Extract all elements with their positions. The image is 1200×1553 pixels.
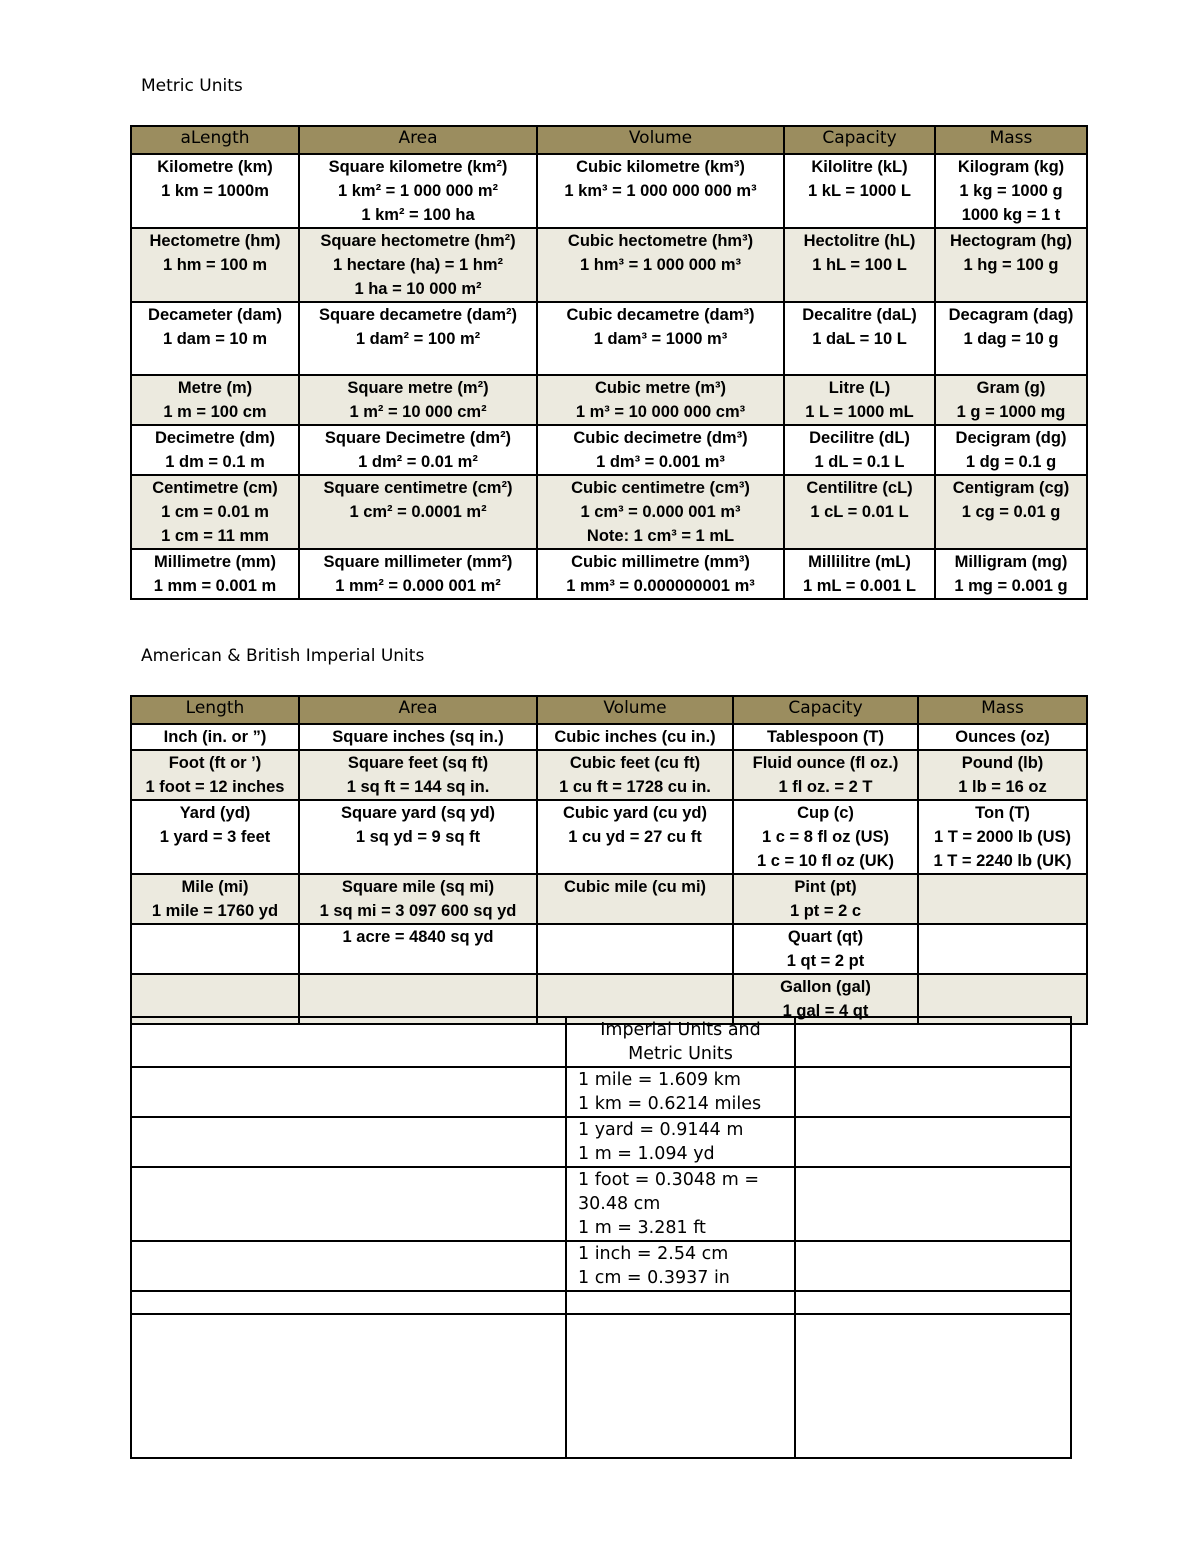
unit-name: Cubic hectometre (hm³): [567, 232, 754, 250]
blank-cell: [566, 1314, 795, 1458]
unit-name: Decalitre (daL): [802, 306, 917, 324]
unit-equivalence: 1 cm² = 0.0001 m²: [349, 503, 487, 521]
unit-name: Cubic feet (cu ft): [569, 754, 701, 772]
unit-name: Decameter (dam): [148, 306, 282, 324]
unit-equivalence: 1 dm = 0.1 m: [165, 453, 265, 471]
mass-cell: [935, 302, 1087, 375]
unit-name: 1 acre = 4840 sq yd: [342, 928, 494, 946]
column-header-area: Area: [299, 126, 537, 154]
unit-equivalence: Note: 1 cm³ = 1 mL: [586, 527, 735, 545]
unit-name: Centilitre (cL): [806, 479, 913, 497]
mass-cell: [918, 874, 1087, 924]
unit-name: Quart (qt): [787, 928, 864, 946]
unit-equivalence: 1 cu ft = 1728 cu in.: [559, 778, 711, 796]
unit-equivalence: 1 mm = 0.001 m: [153, 577, 277, 595]
unit-name: Centimetre (cm): [152, 479, 278, 497]
capacity-cell: [784, 475, 935, 549]
capacity-cell: [733, 800, 918, 874]
column-header-mass: Mass: [918, 696, 1087, 724]
column-header-mass: Mass: [935, 126, 1087, 154]
area-cell: [299, 750, 537, 800]
unit-equivalence: 1 kg = 1000 g: [959, 182, 1063, 200]
volume-cell: [537, 800, 733, 874]
unit-name: Kilolitre (kL): [811, 158, 908, 176]
volume-cell: [537, 228, 784, 302]
capacity-cell: [784, 228, 935, 302]
unit-name: Decagram (dag): [948, 306, 1074, 324]
length-cell: [131, 228, 299, 302]
unit-equivalence: 1 sq yd = 9 sq ft: [355, 828, 481, 846]
unit-name: Fluid ounce (fl oz.): [752, 754, 899, 772]
mass-cell: [935, 154, 1087, 228]
length-cell: [131, 724, 299, 750]
blank-cell: [795, 1017, 1071, 1067]
length-cell: [131, 302, 299, 375]
unit-name: Gram (g): [976, 379, 1046, 397]
unit-equivalence: 1000 kg = 1 t: [961, 206, 1061, 224]
mass-cell: [918, 724, 1087, 750]
unit-equivalence: 1 dg = 0.1 g: [965, 453, 1057, 471]
unit-equivalence: 1 cm = 11 mm: [161, 527, 269, 545]
blank-cell: [795, 1291, 1071, 1314]
unit-name: Yard (yd): [179, 804, 251, 822]
table-row: [131, 549, 1087, 599]
capacity-cell: [733, 750, 918, 800]
metric-header-row: [131, 126, 1087, 154]
unit-equivalence: 1 m² = 10 000 cm²: [349, 403, 487, 421]
unit-name: Square millimeter (mm²): [323, 553, 513, 571]
unit-equivalence: 1 mm² = 0.000 001 m²: [335, 577, 501, 595]
conversion-cell-yard: 1 yard = 0.9144 m 1 m = 1.094 yd: [566, 1117, 795, 1167]
unit-name: Square kilometre (km²): [328, 158, 508, 176]
table-row: [131, 924, 1087, 974]
unit-name: Square hectometre (hm²): [320, 232, 516, 250]
blank-cell: [131, 1117, 566, 1167]
imperial-units-table: [130, 695, 1088, 1025]
area-cell: [299, 375, 537, 425]
length-cell: [131, 549, 299, 599]
unit-equivalence: 1 sq ft = 144 sq in.: [346, 778, 490, 796]
unit-equivalence: 1 kL = 1000 L: [808, 182, 911, 200]
unit-name: Millimetre (mm): [154, 553, 276, 571]
conversion-row: [131, 1314, 1071, 1458]
mass-cell: [935, 375, 1087, 425]
mass-cell: [918, 924, 1087, 974]
column-header-capacity: Capacity: [784, 126, 935, 154]
unit-name: Square metre (m²): [347, 379, 489, 397]
unit-equivalence: 1 T = 2240 lb (UK): [933, 852, 1072, 870]
unit-name: Square feet (sq ft): [347, 754, 489, 772]
area-cell: [299, 800, 537, 874]
unit-name: Pound (lb): [961, 754, 1044, 772]
capacity-cell: [784, 302, 935, 375]
unit-equivalence: 1 daL = 10 L: [812, 330, 907, 348]
unit-equivalence: 1 hm³ = 1 000 000 m³: [580, 256, 741, 274]
unit-name: Square inches (sq in.): [332, 728, 504, 746]
column-header-area: Area: [299, 696, 537, 724]
conversion-header-row: [131, 1017, 1071, 1067]
unit-name: Square centimetre (cm²): [323, 479, 513, 497]
capacity-cell: [733, 724, 918, 750]
unit-name: Cubic decametre (dam³): [566, 306, 755, 324]
metric-title: Metric Units: [141, 76, 243, 96]
unit-equivalence: 1 dm² = 0.01 m²: [358, 453, 478, 471]
unit-name: Hectolitre (hL): [803, 232, 916, 250]
imperial-title: American & British Imperial Units: [141, 646, 425, 666]
conversion-row: [131, 1241, 1071, 1291]
area-cell: [299, 924, 537, 974]
unit-equivalence: 1 km² = 1 000 000 m²: [337, 182, 499, 200]
blank-cell: [795, 1117, 1071, 1167]
capacity-cell: [733, 874, 918, 924]
length-cell: [131, 425, 299, 475]
unit-equivalence: 1 hg = 100 g: [963, 256, 1059, 274]
length-cell: [131, 154, 299, 228]
unit-equivalence: 1 g = 1000 mg: [956, 403, 1066, 421]
volume-cell: [537, 425, 784, 475]
mass-cell: [935, 228, 1087, 302]
conversion-header: Imperial Units and Metric Units: [566, 1017, 795, 1067]
area-cell: [299, 724, 537, 750]
unit-name: Millilitre (mL): [808, 553, 911, 571]
capacity-cell: [784, 425, 935, 475]
unit-equivalence: 1 km³ = 1 000 000 000 m³: [564, 182, 757, 200]
conversion-row: [131, 1117, 1071, 1167]
unit-name: Ounces (oz): [955, 728, 1050, 746]
table-row: [131, 475, 1087, 549]
unit-equivalence: 1 hL = 100 L: [812, 256, 907, 274]
unit-name: Cubic mile (cu mi): [563, 878, 707, 896]
unit-name: Cubic kilometre (km³): [576, 158, 745, 176]
mass-cell: [935, 549, 1087, 599]
length-cell: [131, 874, 299, 924]
unit-name: Litre (L): [828, 379, 891, 397]
column-header-capacity: Capacity: [733, 696, 918, 724]
area-cell: [299, 874, 537, 924]
volume-cell: [537, 724, 733, 750]
table-row: [131, 425, 1087, 475]
unit-equivalence: 1 dam² = 100 m²: [355, 330, 481, 348]
unit-equivalence: 1 ha = 10 000 m²: [354, 280, 482, 298]
unit-name: Gallon (gal): [780, 978, 871, 996]
unit-equivalence: 1 mg = 0.001 g: [954, 577, 1068, 595]
capacity-cell: [784, 549, 935, 599]
unit-equivalence: 1 foot = 12 inches: [145, 778, 285, 796]
unit-equivalence: 1 cm = 0.01 m: [161, 503, 269, 521]
unit-name: Mile (mi): [181, 878, 249, 896]
conversion-row: [131, 1167, 1071, 1241]
unit-equivalence: 1 dag = 10 g: [963, 330, 1059, 348]
unit-equivalence: 1 gal = 4 qt: [782, 1002, 869, 1020]
blank-cell: [795, 1067, 1071, 1117]
unit-equivalence: 1 m = 100 cm: [163, 403, 267, 421]
mass-cell: [918, 800, 1087, 874]
table-row: [131, 302, 1087, 375]
unit-name: Square Decimetre (dm²): [324, 429, 512, 447]
unit-equivalence: 1 dm³ = 0.001 m³: [596, 453, 725, 471]
blank-cell: [131, 1017, 566, 1067]
unit-equivalence: 1 mL = 0.001 L: [803, 577, 916, 595]
blank-cell: [795, 1241, 1071, 1291]
volume-cell: [537, 750, 733, 800]
unit-name: Milligram (mg): [954, 553, 1068, 571]
unit-equivalence: 1 hectare (ha) = 1 hm²: [332, 256, 504, 274]
table-row: [131, 724, 1087, 750]
unit-name: Cubic yard (cu yd): [563, 804, 707, 822]
unit-equivalence: 1 hm = 100 m: [162, 256, 268, 274]
unit-name: Decigram (dg): [955, 429, 1067, 447]
volume-cell: [537, 375, 784, 425]
unit-equivalence: 1 c = 10 fl oz (UK): [756, 852, 895, 870]
mass-cell: [918, 750, 1087, 800]
unit-name: Metre (m): [177, 379, 253, 397]
unit-equivalence: 1 dL = 0.1 L: [814, 453, 905, 471]
blank-cell: [566, 1291, 795, 1314]
unit-equivalence: 1 yard = 3 feet: [159, 828, 271, 846]
column-header-length: aLength: [131, 126, 299, 154]
conversion-row: [131, 1067, 1071, 1117]
column-header-volume: Volume: [537, 696, 733, 724]
unit-name: Cubic metre (m³): [594, 379, 727, 397]
length-cell: [131, 800, 299, 874]
table-row: [131, 800, 1087, 874]
blank-cell: [131, 1291, 566, 1314]
unit-equivalence: 1 mm³ = 0.000000001 m³: [566, 577, 755, 595]
unit-equivalence: 1 m³ = 10 000 000 cm³: [575, 403, 746, 421]
unit-equivalence: 1 dam³ = 1000 m³: [593, 330, 728, 348]
conversion-row: [131, 1291, 1071, 1314]
area-cell: [299, 425, 537, 475]
conversion-cell-mile: 1 mile = 1.609 km 1 km = 0.6214 miles: [566, 1067, 795, 1117]
unit-name: Kilometre (km): [157, 158, 273, 176]
unit-name: Hectometre (hm): [149, 232, 281, 250]
volume-cell: [537, 154, 784, 228]
volume-cell: [537, 874, 733, 924]
conversion-cell-inch: 1 inch = 2.54 cm 1 cm = 0.3937 in: [566, 1241, 795, 1291]
unit-equivalence: 1 mile = 1760 yd: [151, 902, 279, 920]
unit-name: Tablespoon (T): [766, 728, 884, 746]
blank-cell: [795, 1167, 1071, 1241]
area-cell: [299, 475, 537, 549]
unit-equivalence: 1 qt = 2 pt: [786, 952, 865, 970]
area-cell: [299, 302, 537, 375]
blank-cell: [131, 1167, 566, 1241]
unit-equivalence: 1 cL = 0.01 L: [810, 503, 909, 521]
unit-equivalence: 1 dam = 10 m: [162, 330, 268, 348]
unit-equivalence: 1 cu yd = 27 cu ft: [568, 828, 702, 846]
blank-cell: [131, 1241, 566, 1291]
table-row: [131, 750, 1087, 800]
capacity-cell: [784, 375, 935, 425]
unit-name: Centigram (cg): [952, 479, 1070, 497]
unit-equivalence: 1 cm³ = 0.000 001 m³: [580, 503, 741, 521]
length-cell: [131, 375, 299, 425]
unit-name: Cubic decimetre (dm³): [573, 429, 748, 447]
area-cell: [299, 228, 537, 302]
unit-equivalence: 1 sq mi = 3 097 600 sq yd: [319, 902, 517, 920]
column-header-length: Length: [131, 696, 299, 724]
blank-cell: [131, 1314, 566, 1458]
blank-cell: [795, 1314, 1071, 1458]
unit-name: Decimetre (dm): [154, 429, 276, 447]
unit-name: Cup (c): [797, 804, 854, 822]
unit-name: Cubic inches (cu in.): [554, 728, 716, 746]
mass-cell: [935, 475, 1087, 549]
area-cell: [299, 154, 537, 228]
unit-name: Pint (pt): [794, 878, 857, 896]
unit-name: Square decametre (dam²): [318, 306, 518, 324]
unit-name: Cubic centimetre (cm³): [571, 479, 750, 497]
unit-equivalence: 1 lb = 16 oz: [958, 778, 1047, 796]
unit-name: Foot (ft or ’): [168, 754, 262, 772]
unit-name: Ton (T): [975, 804, 1030, 822]
table-row: [131, 874, 1087, 924]
unit-equivalence: 1 km² = 100 ha: [361, 206, 475, 224]
unit-name: Inch (in. or ”): [163, 728, 267, 746]
table-row: [131, 228, 1087, 302]
volume-cell: [537, 924, 733, 974]
unit-name: Cubic millimetre (mm³): [571, 553, 750, 571]
unit-equivalence: 1 pt = 2 c: [789, 902, 862, 920]
volume-cell: [537, 549, 784, 599]
table-row: [131, 154, 1087, 228]
unit-name: Square mile (sq mi): [341, 878, 495, 896]
unit-name: Decilitre (dL): [809, 429, 910, 447]
length-cell: [131, 924, 299, 974]
table-row: [131, 375, 1087, 425]
length-cell: [131, 475, 299, 549]
volume-cell: [537, 475, 784, 549]
conversion-table: [130, 1016, 1072, 1459]
unit-equivalence: 1 L = 1000 mL: [805, 403, 914, 421]
capacity-cell: [733, 924, 918, 974]
imperial-header-row: [131, 696, 1087, 724]
unit-equivalence: 1 km = 1000m: [161, 182, 269, 200]
unit-name: Square yard (sq yd): [340, 804, 496, 822]
capacity-cell: [784, 154, 935, 228]
length-cell: [131, 750, 299, 800]
blank-cell: [131, 1067, 566, 1117]
area-cell: [299, 549, 537, 599]
mass-cell: [935, 425, 1087, 475]
metric-units-table: [130, 125, 1088, 600]
conversion-cell-foot: 1 foot = 0.3048 m = 30.48 cm 1 m = 3.281 ft: [566, 1167, 795, 1241]
unit-equivalence: 1 T = 2000 lb (US): [933, 828, 1072, 846]
column-header-volume: Volume: [537, 126, 784, 154]
unit-equivalence: 1 c = 8 fl oz (US): [762, 828, 889, 846]
unit-name: Kilogram (kg): [957, 158, 1065, 176]
unit-name: Hectogram (hg): [950, 232, 1072, 250]
unit-equivalence: 1 cg = 0.01 g: [961, 503, 1061, 521]
volume-cell: [537, 302, 784, 375]
unit-equivalence: 1 fl oz. = 2 T: [778, 778, 873, 796]
